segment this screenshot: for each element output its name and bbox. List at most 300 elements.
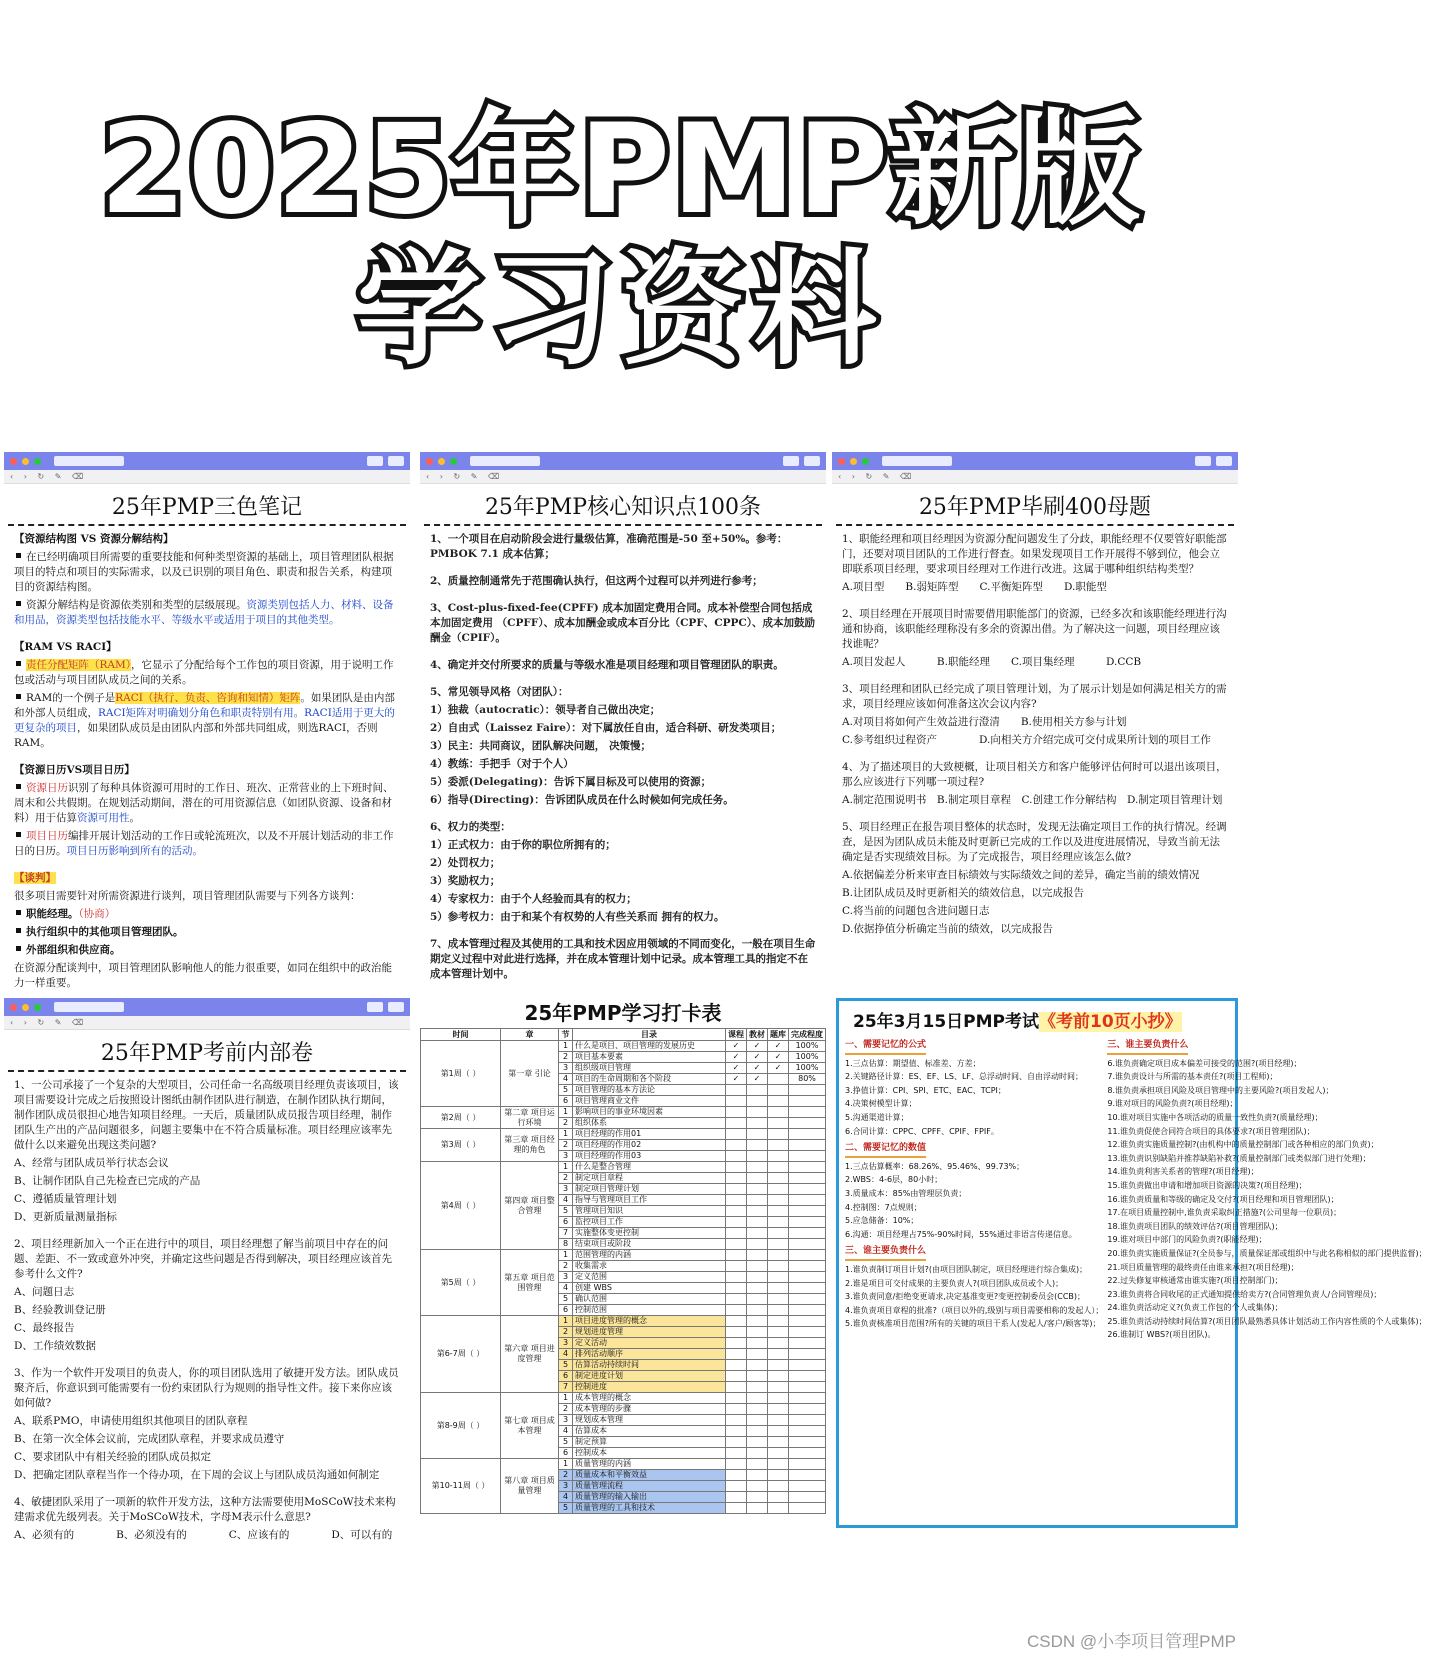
table-cell: [789, 1316, 826, 1327]
table-cell: [726, 1140, 747, 1151]
table-cell: 100%: [789, 1041, 826, 1052]
minimize-dot-icon[interactable]: [850, 458, 857, 465]
table-cell: [789, 1426, 826, 1437]
table-cell: [747, 1162, 768, 1173]
table-cell: 制定项目管理计划: [573, 1184, 726, 1195]
table-cell: [726, 1261, 747, 1272]
toolbar-tabs[interactable]: [882, 456, 952, 466]
cheatsheet-item: 3.挣值计算：CPI、SPI、ETC、EAC、TCPI；: [845, 1085, 1006, 1095]
toolbar-tabs[interactable]: [470, 456, 540, 466]
cheatsheet-item: 1.三点估算概率：68.26%、95.46%、99.73%；: [845, 1161, 1025, 1171]
table-cell: [768, 1074, 789, 1085]
note-text: ，如果团队成员是由团队内部和外部共同组成，则选RACI，否则RAM。: [14, 722, 378, 749]
cheatsheet-item: 17.在项目质量控制中,谁负责采取纠正措施?(公司里每一位职员)；: [1107, 1208, 1342, 1218]
table-cell: [726, 1382, 747, 1393]
note-text: RAM的一个例子是: [26, 692, 116, 704]
toolbar-tabs[interactable]: [54, 1002, 124, 1012]
add-icon[interactable]: [388, 456, 404, 466]
exam-title-accent: 《考前10页小抄》: [1038, 1012, 1182, 1032]
editor-toolbar: ‹ › ↻ ✎ ⌫: [4, 470, 410, 484]
question: 1、职能经理和项目经理因为资源分配问题发生了分歧，职能经理不仅要管好职能部门，还要对项目团队的工作进行督查。如果发现项目工作开展得不够到位，他会立即联系项目经理，要求项目经理对工作进行改进。这属于哪种组织结构类型？: [842, 533, 1227, 575]
cheatsheet-item: 4.决策树模型计算；: [845, 1099, 917, 1109]
panel-title: 25年PMP毕刷400母题: [918, 495, 1152, 520]
core-item: 7、成本管理过程及其使用的工具和技术因应用领域的不同而变化，一般在项目生命期定义过程中对此进行选择，并在成本管理计划中记录。成本管理工具的指定不在成本管理计划中。: [430, 938, 816, 980]
table-cell: ✓: [747, 1041, 768, 1052]
checkin-title: 25年PMP学习打卡表: [524, 1001, 722, 1025]
table-cell: [726, 1437, 747, 1448]
table-cell: [789, 1206, 826, 1217]
minimize-dot-icon[interactable]: [22, 458, 29, 465]
table-cell: [747, 1151, 768, 1162]
core-item: 6、权力的类型：: [430, 821, 511, 833]
table-cell: 2: [559, 1404, 573, 1415]
table-cell: 1: [559, 1041, 573, 1052]
question-options: A.对项目将如何产生效益进行澄清 B.使用相关方参与计划: [842, 716, 1127, 728]
cheatsheet-item: 3.谁负责同意/拒绝变更请求,决定基准变更?变更控制委员会(CCB)；: [845, 1292, 1086, 1302]
table-cell: 5: [559, 1085, 573, 1096]
table-cell: [789, 1151, 826, 1162]
table-cell: [726, 1349, 747, 1360]
table-cell: 第6-7周（ ）: [421, 1316, 501, 1393]
cheatsheet-item: 4.谁负责项目章程的批准?（项目以外的,级别与项目需要相称的发起人）；: [845, 1305, 1104, 1315]
table-cell: 4: [559, 1492, 573, 1503]
core-subitem: 4）专家权力：由于个人经验而具有的权力；: [430, 893, 637, 905]
table-cell: [726, 1085, 747, 1096]
note-text: 职能经理。: [26, 908, 79, 920]
table-cell: ✓: [747, 1074, 768, 1085]
table-cell: [768, 1217, 789, 1228]
table-cell: 1: [559, 1162, 573, 1173]
question-option: A、问题日志: [14, 1286, 75, 1298]
note-highlight: 资源可用性: [77, 812, 130, 824]
close-dot-icon[interactable]: [426, 458, 433, 465]
note-highlight: 责任分配矩阵（RAM）: [26, 659, 131, 671]
table-cell: 3: [559, 1481, 573, 1492]
table-cell: 范围管理的内涵: [573, 1250, 726, 1261]
close-dot-icon[interactable]: [10, 1004, 17, 1011]
core-subitem: 3）奖励权力；: [430, 875, 501, 887]
table-cell: [768, 1437, 789, 1448]
table-cell: 项目的生命周期和各个阶段: [573, 1074, 726, 1085]
toolbar-tabs[interactable]: [54, 456, 124, 466]
question-options: D.依据挣值分析确定当前的绩效，以完成报告: [842, 923, 1053, 935]
question-option: D、工作绩效数据: [14, 1340, 96, 1352]
table-row: [421, 1107, 826, 1118]
minimize-dot-icon[interactable]: [438, 458, 445, 465]
table-cell: [726, 1470, 747, 1481]
table-cell: 3: [559, 1063, 573, 1074]
table-cell: [726, 1228, 747, 1239]
core-subitem: 2）自由式（Laissez Faire）：对下属放任自由，适合科研、研发类项目；: [430, 722, 782, 734]
core-body: [420, 526, 826, 991]
table-cell: [726, 1316, 747, 1327]
table-cell: [726, 1371, 747, 1382]
panel-checkin-table: [420, 998, 826, 1528]
table-cell: [789, 1162, 826, 1173]
table-cell: 2: [559, 1173, 573, 1184]
table-cell: [747, 1338, 768, 1349]
table-cell: 质量成本和平衡效益: [573, 1470, 726, 1481]
table-cell: 1: [559, 1129, 573, 1140]
section-heading: 一、需要记忆的公式: [845, 1039, 926, 1055]
question-options: A.项目型 B.弱矩阵型 C.平衡矩阵型 D.职能型: [842, 581, 1107, 593]
table-cell: [747, 1107, 768, 1118]
table-cell: [747, 1415, 768, 1426]
table-cell: [768, 1327, 789, 1338]
table-cell: [726, 1217, 747, 1228]
close-dot-icon[interactable]: [838, 458, 845, 465]
table-cell: [789, 1195, 826, 1206]
question: 4、敏捷团队采用了一项新的软件开发方法，这种方法需要使用MoSCoW技术来构建需求优先级列表。关于MoSCoW技术，字母M表示什么意思?: [14, 1496, 396, 1523]
table-cell: [789, 1382, 826, 1393]
table-cell: [789, 1470, 826, 1481]
maximize-dot-icon[interactable]: [862, 458, 869, 465]
table-cell: 5: [559, 1294, 573, 1305]
table-cell: 定义范围: [573, 1272, 726, 1283]
cheatsheet-item: 3.质量成本：85%由管理层负责；: [845, 1188, 967, 1198]
core-item: 4、确定并交付所要求的质量与等级水准是项目经理和项目管理团队的职责。: [430, 659, 784, 671]
table-cell: 控制成本: [573, 1448, 726, 1459]
question: 3、作为一个软件开发项目的负责人，你的项目团队选用了敏捷开发方法。团队成员聚齐后，你意识到可能需要有一份约束团队行为规则的指导性文件。接下来你应该如何做?: [14, 1367, 399, 1409]
table-cell: 5: [559, 1437, 573, 1448]
question: 4、为了描述项目的大致梗概，让项目相关方和客户能够评估何时可以退出该项目，那么应该进行下列哪一项过程?: [842, 761, 1227, 788]
add-icon[interactable]: [388, 1002, 404, 1012]
table-cell: ✓: [768, 1041, 789, 1052]
cheatsheet-item: 18.谁负责项目团队的绩效评估?(项目管理团队)；: [1107, 1221, 1283, 1231]
table-header: 完成程度: [789, 1029, 826, 1041]
table-cell: [789, 1503, 826, 1514]
table-cell: [726, 1393, 747, 1404]
table-cell: 6: [559, 1217, 573, 1228]
table-cell: 第七章 项目成本管理: [501, 1393, 559, 1459]
table-cell: 3: [559, 1151, 573, 1162]
table-cell: [768, 1151, 789, 1162]
core-subitem: 6）指导(Directing)：告诉团队成员在什么时候如何完成任务。: [430, 794, 734, 806]
table-header: 题库: [768, 1029, 789, 1041]
question-options: A.依据偏差分析来审查目标绩效与实际绩效之间的差异，确定当前的绩效情况: [842, 869, 1200, 881]
table-row: [421, 1316, 826, 1327]
table-cell: 1: [559, 1316, 573, 1327]
table-cell: [768, 1239, 789, 1250]
window-titlebar: [4, 452, 410, 470]
table-cell: [768, 1448, 789, 1459]
table-row: [421, 1129, 826, 1140]
add-icon[interactable]: [1216, 456, 1232, 466]
table-cell: [768, 1140, 789, 1151]
table-cell: ✓: [747, 1052, 768, 1063]
editor-toolbar: ‹ › ↻ ✎ ⌫: [4, 1016, 410, 1030]
cheatsheet-item: 2.谁是项目可交付成果的主要负责人?(项目团队成员或个人)；: [845, 1278, 1064, 1288]
section-heading: 【资源日历VS项目日历】: [14, 764, 135, 776]
table-cell: 3: [559, 1184, 573, 1195]
table-cell: [768, 1294, 789, 1305]
table-cell: 规划成本管理: [573, 1415, 726, 1426]
table-cell: [768, 1283, 789, 1294]
table-cell: [747, 1459, 768, 1470]
core-subitem: 5）参考权力：由于和某个有权势的人有些关系而 拥有的权力。: [430, 911, 725, 923]
table-cell: [747, 1283, 768, 1294]
question-option: C、遵循质量管理计划: [14, 1193, 117, 1205]
more-icon[interactable]: [1195, 456, 1211, 466]
note-text: 识别了每种具体资源可用时的工作日、班次、正常营业的上下班时间、周末和公共假期。在规划活动期间，潜在的可用资源信息（如团队资源、设备和材料）用于估算: [14, 782, 394, 824]
table-cell: 3: [559, 1415, 573, 1426]
table-cell: [768, 1305, 789, 1316]
table-cell: [726, 1415, 747, 1426]
table-cell: [768, 1195, 789, 1206]
table-cell: [789, 1217, 826, 1228]
table-cell: [789, 1184, 826, 1195]
more-icon[interactable]: [367, 456, 383, 466]
table-cell: [789, 1481, 826, 1492]
note-highlight: RACI矩阵对明确划分角色和职责特别有用。: [98, 707, 305, 719]
table-cell: [747, 1316, 768, 1327]
cheatsheet-item: 1.谁负责制订项目计划?(由项目团队制定，项目经理进行综合集成)；: [845, 1264, 1088, 1274]
table-cell: [747, 1371, 768, 1382]
table-cell: 项目基本要素: [573, 1052, 726, 1063]
table-cell: 控制进度: [573, 1382, 726, 1393]
section-heading: 【资源结构图 VS 资源分解结构】: [14, 533, 174, 545]
maximize-dot-icon[interactable]: [34, 1004, 41, 1011]
question: 1、一公司承接了一个复杂的大型项目，公司任命一名高级项目经理负责该项目，该项目需要设计完成之后按照设计图纸由制作团队进行制造，在制作团队执行期间，制作团队成员很担心地告知项目经理。一天后，质量团队成员报告项目经理，制作团队生产出的产品问题很多，问题主要集中在不符合质量标准。项目经理应该率先做什么以来避免出现这类问题?: [14, 1079, 399, 1151]
table-cell: 第4周（ ）: [421, 1162, 501, 1250]
window-titlebar: [832, 452, 1238, 470]
table-cell: 第三章 项目经理的角色: [501, 1129, 559, 1162]
table-cell: [768, 1360, 789, 1371]
table-cell: [789, 1118, 826, 1129]
question-option: D、更新质量测量指标: [14, 1211, 117, 1223]
table-cell: 什么是项目、项目管理的发展历史: [573, 1041, 726, 1052]
cheatsheet-item: 25.谁负责活动持续时间估算?(项目团队最熟悉具体计划活动工作内容性质的个人或集体)；: [1107, 1316, 1427, 1326]
minimize-dot-icon[interactable]: [22, 1004, 29, 1011]
mock-body: [4, 1072, 410, 1552]
panel-exam-cheatsheet: [836, 998, 1427, 1528]
question: 3、项目经理和团队已经完成了项目管理计划，为了展示计划是如何满足相关方的需求，项目经理应该如何准备这次会议内容?: [842, 683, 1227, 710]
note-highlight: 资源日历: [26, 782, 68, 794]
panel-title: 25年PMP三色笔记: [111, 495, 303, 520]
panel-core-points: [420, 452, 826, 990]
cheatsheet-item: 24.谁负责活动定义?(负责工作包的个人或集体)；: [1107, 1303, 1283, 1313]
question-option: B、经验教训登记册: [14, 1304, 106, 1316]
table-cell: [789, 1261, 826, 1272]
more-icon[interactable]: [367, 1002, 383, 1012]
table-cell: [726, 1327, 747, 1338]
table-cell: [747, 1448, 768, 1459]
table-cell: [747, 1305, 768, 1316]
table-cell: [726, 1272, 747, 1283]
table-cell: 4: [559, 1195, 573, 1206]
table-cell: 定义活动: [573, 1338, 726, 1349]
section-heading: 三、谁主要负责什么: [845, 1245, 926, 1261]
core-item: 5、常见领导风格（对团队）：: [430, 686, 569, 698]
table-cell: [789, 1294, 826, 1305]
cheatsheet-item: 26.谁制订 WBS?(项目团队)。: [1107, 1330, 1216, 1340]
question-option: B、让制作团队自己先检查已完成的产品: [14, 1175, 201, 1187]
table-cell: 成本管理的概念: [573, 1393, 726, 1404]
cheatsheet-item: 11.谁负责促使合同符合项目的具体要求?(项目管理团队)；: [1107, 1126, 1315, 1136]
table-cell: [726, 1448, 747, 1459]
maximize-dot-icon[interactable]: [34, 458, 41, 465]
table-cell: [726, 1426, 747, 1437]
table-header: 课程: [726, 1029, 747, 1041]
table-cell: ✓: [726, 1041, 747, 1052]
table-cell: [789, 1448, 826, 1459]
table-cell: ✓: [747, 1063, 768, 1074]
table-cell: [747, 1217, 768, 1228]
table-cell: 1: [559, 1393, 573, 1404]
table-cell: [747, 1503, 768, 1514]
question-option: C、要求团队中有相关经验的团队成员拟定: [14, 1451, 212, 1463]
table-cell: 影响项目的事业环境因素: [573, 1107, 726, 1118]
table-cell: 实施整体变更控制: [573, 1228, 726, 1239]
exam-columns: [839, 1035, 1427, 1342]
table-cell: [726, 1206, 747, 1217]
table-cell: 第5周（ ）: [421, 1250, 501, 1316]
table-cell: 估算成本: [573, 1426, 726, 1437]
table-cell: [768, 1228, 789, 1239]
table-cell: [747, 1404, 768, 1415]
table-cell: [768, 1470, 789, 1481]
core-item: 1、一个项目在启动阶段会进行量级估算，准确范围是-50 至+50%。参考：PMBOK 7.1 成本估算；: [430, 533, 788, 560]
table-cell: 组织级项目管理: [573, 1063, 726, 1074]
panel-title: 25年PMP核心知识点100条: [484, 495, 762, 520]
table-cell: [789, 1140, 826, 1151]
editor-toolbar: ‹ › ↻ ✎ ⌫: [420, 470, 826, 484]
table-cell: [747, 1129, 768, 1140]
table-cell: [789, 1492, 826, 1503]
table-cell: [726, 1338, 747, 1349]
table-cell: [789, 1228, 826, 1239]
table-cell: [747, 1481, 768, 1492]
table-cell: 2: [559, 1327, 573, 1338]
table-cell: 项目经理的作用02: [573, 1140, 726, 1151]
cheatsheet-item: 8.谁负责承担项目风险及项目管理中的主要风险?(项目发起人)；: [1107, 1085, 1334, 1095]
table-cell: [789, 1305, 826, 1316]
table-cell: 第五章 项目范围管理: [501, 1250, 559, 1316]
table-cell: ✓: [768, 1063, 789, 1074]
table-row: [421, 1250, 826, 1261]
table-row: [421, 1162, 826, 1173]
table-cell: 第六章 项目进度管理: [501, 1316, 559, 1393]
table-cell: 100%: [789, 1052, 826, 1063]
core-subitem: 2）处罚权力；: [430, 857, 501, 869]
cheatsheet-item: 6.合同计算：CPPC、CPFF、CPIF、FPIF。: [845, 1126, 999, 1136]
table-cell: [768, 1261, 789, 1272]
table-cell: [726, 1503, 747, 1514]
table-cell: [747, 1096, 768, 1107]
table-row: [421, 1459, 826, 1470]
editor-toolbar: ‹ › ↻ ✎ ⌫: [832, 470, 1238, 484]
question-option: B、在第一次全体会议前，完成团队章程，并要求成员遵守: [14, 1433, 285, 1445]
table-cell: [768, 1118, 789, 1129]
table-cell: [726, 1151, 747, 1162]
question-options: C.将当前的问题包含进问题日志: [842, 905, 990, 917]
question: 5、项目经理正在报告项目整体的状态时，发现无法确定项目工作的执行情况。经调查，是因为团队成员未能及时更新已完成的工作以及进度进展情况，导致当前无法确定是否实现绩效目标。为了完成报告，项目经理应该怎么做?: [842, 821, 1227, 863]
table-cell: 指导与管理项目工作: [573, 1195, 726, 1206]
table-cell: [747, 1470, 768, 1481]
table-row: [421, 1393, 826, 1404]
table-cell: 什么是整合管理: [573, 1162, 726, 1173]
table-cell: 质量管理的工具和技术: [573, 1503, 726, 1514]
table-cell: [726, 1173, 747, 1184]
note-text: ，它显示了分配给每个工作包的项目资源，用于说明工作包或活动与项目团队成员之间的关系。: [14, 659, 394, 686]
table-cell: [789, 1272, 826, 1283]
table-cell: [726, 1129, 747, 1140]
table-cell: 6: [559, 1305, 573, 1316]
table-cell: 2: [559, 1140, 573, 1151]
table-cell: [747, 1426, 768, 1437]
table-cell: [768, 1393, 789, 1404]
table-cell: 7: [559, 1382, 573, 1393]
table-cell: 制定项目章程: [573, 1173, 726, 1184]
cheatsheet-item: 6.谁负责确定项目成本偏差可接受的范围?(项目经理)；: [1107, 1058, 1302, 1068]
section-heading: 二、需要记忆的数值: [845, 1142, 926, 1158]
core-subitem: 1）正式权力：由于你的职位所拥有的；: [430, 839, 616, 851]
cheatsheet-item: 12.谁负责实施质量控制?(由机构中的质量控制部门或各种相应的部门负责)；: [1107, 1140, 1379, 1150]
table-cell: [789, 1360, 826, 1371]
panel-title: 25年PMP考前内部卷: [100, 1041, 314, 1066]
table-cell: 创建 WBS: [573, 1283, 726, 1294]
question: 2、项目经理新加入一个正在进行中的项目，项目经理想了解当前项目中存在的问题、差距、不一致或意外冲突，并确定这些问题是否得到解决，项目经理应该首先参考什么文件?: [14, 1238, 392, 1280]
table-cell: 项目管理的基本方法论: [573, 1085, 726, 1096]
panel-question-bank: [832, 452, 1238, 990]
table-cell: [789, 1437, 826, 1448]
table-cell: ✓: [726, 1063, 747, 1074]
table-cell: 制定进度计划: [573, 1371, 726, 1382]
table-cell: 第10-11周（ ）: [421, 1459, 501, 1514]
table-cell: 收集需求: [573, 1261, 726, 1272]
table-cell: [768, 1404, 789, 1415]
table-cell: 4: [559, 1074, 573, 1085]
question-options: A.制定范围说明书 B.制定项目章程 C.创建工作分解结构 D.制定项目管理计划: [842, 794, 1223, 806]
close-dot-icon[interactable]: [10, 458, 17, 465]
table-cell: [726, 1239, 747, 1250]
table-cell: [768, 1173, 789, 1184]
table-cell: [789, 1283, 826, 1294]
panel-color-notes: [4, 452, 410, 990]
table-cell: 3: [559, 1272, 573, 1283]
cheatsheet-item: 20.谁负责实施质量保证?(全员参与，质量保证部或组织中与此名称相似的部门提供监督)；: [1107, 1248, 1427, 1258]
table-cell: [789, 1085, 826, 1096]
table-cell: 第8-9周（ ）: [421, 1393, 501, 1459]
note-text: 。如果团队是由内部和外部人员组成，: [14, 692, 395, 719]
more-icon[interactable]: [783, 456, 799, 466]
table-cell: 质量管理的内涵: [573, 1459, 726, 1470]
add-icon[interactable]: [804, 456, 820, 466]
table-cell: [789, 1349, 826, 1360]
cheatsheet-item: 19.谁对项目中部门的风险负责?(职能经理)；: [1107, 1235, 1267, 1245]
notes-body: [4, 526, 410, 1000]
table-cell: [768, 1129, 789, 1140]
table-cell: 质量管理流程: [573, 1481, 726, 1492]
table-cell: 4: [559, 1283, 573, 1294]
table-cell: [789, 1415, 826, 1426]
watermark: CSDN @小李项目管理PMP: [1027, 1632, 1236, 1651]
table-cell: [768, 1316, 789, 1327]
table-cell: 排列活动顺序: [573, 1349, 726, 1360]
note-text: 很多项目需要针对所需资源进行谈判，项目管理团队需要与下列各方谈判：: [14, 890, 361, 902]
table-cell: 1: [559, 1459, 573, 1470]
table-cell: [747, 1393, 768, 1404]
cheatsheet-item: 5.谁负责核准项目范围?所有的关键的项目干系人(发起人/客户/顾客等)；: [845, 1319, 1101, 1329]
note-text: 外部组织和供应商。: [26, 944, 121, 956]
table-cell: 80%: [789, 1074, 826, 1085]
table-cell: 100%: [789, 1063, 826, 1074]
maximize-dot-icon[interactable]: [450, 458, 457, 465]
table-cell: [726, 1162, 747, 1173]
table-cell: 第二章 项目运行环境: [501, 1107, 559, 1129]
table-cell: 第四章 项目整合管理: [501, 1162, 559, 1250]
table-header: 节: [559, 1029, 573, 1041]
